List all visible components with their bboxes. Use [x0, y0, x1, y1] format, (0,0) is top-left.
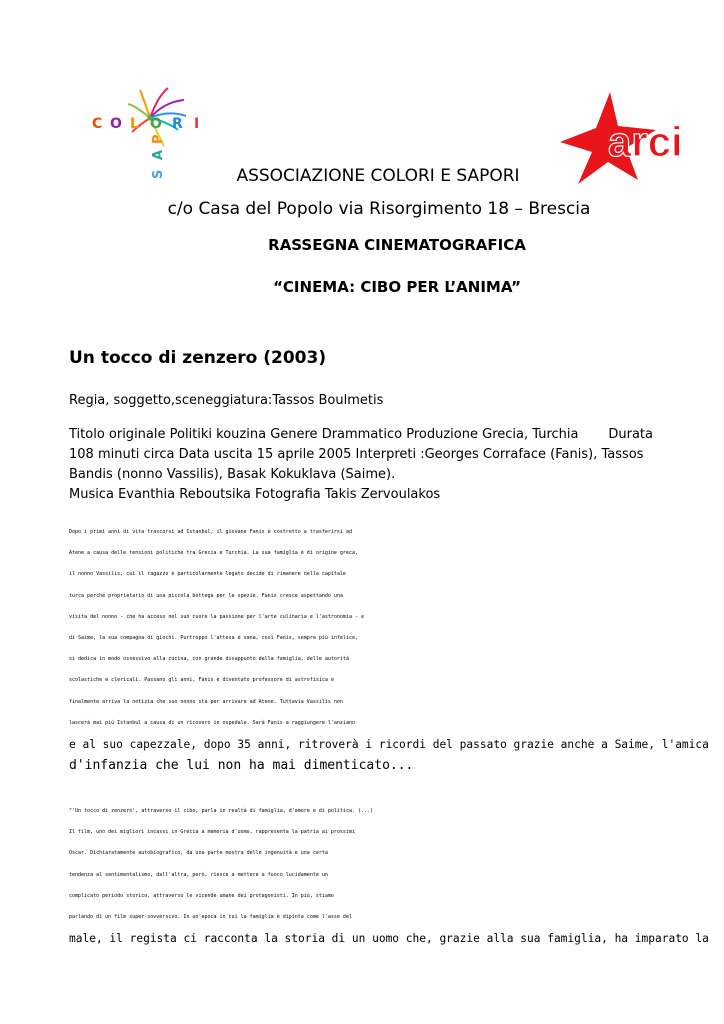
- film-info-line: [69, 425, 653, 445]
- synopsis-line: visita del nonno - che ha acceso nel suo cuore la passione per l'arte culinaria e l'astronomia - e: [69, 613, 365, 620]
- review-line: Oscar. Dichiaratamente autobiografico, da una parte mostra delle ingenuità e una certa: [69, 850, 328, 857]
- association-address: c/o Casa del Popolo via Risorgimento 18 – Brescia: [167, 199, 591, 219]
- film-info-line: Musica Evanthia Reboutsika Fotografia Takis Zervoulakos: [69, 487, 441, 502]
- arci-wordmark: arci: [608, 118, 683, 165]
- logo-letter: O: [150, 116, 162, 132]
- logo-letter: A: [151, 149, 166, 160]
- logo-letter: S: [151, 169, 166, 179]
- rassegna-theme: “CINEMA: CIBO PER L’ANIMA”: [273, 278, 521, 296]
- logo-letter: P: [151, 134, 166, 144]
- review-paragraph: [69, 801, 709, 949]
- logo-letter: R: [172, 116, 183, 132]
- synopsis-paragraph: [69, 522, 709, 776]
- synopsis-line: turca perché proprietario di una piccola bottega per le spezie. Fanis cresce aspettando una: [69, 592, 343, 599]
- synopsis-line: lascerà mai più Istanbul a causa di un ricovero in ospedale. Sarà Fanis a raggiungere l'anziano: [69, 719, 355, 726]
- synopsis-line: Dopo i primi anni di vita trascorsi ad Istanbul, il giovane Fanis è costretto a trasferirsi ad: [69, 529, 352, 535]
- film-info-duration-label: Durata: [608, 427, 653, 442]
- review-line: "'Un tocco di zenzero', attraverso il cibo, parla in realtà di famiglia, d'amore e di politica. (...): [69, 808, 374, 814]
- review-line: Il film, uno dei migliori incassi in Grecia a memoria d'uomo, rappresenta la patria ai prossimi: [69, 829, 355, 836]
- film-info-line: 108 minuti circa Data uscita 15 aprile 2005 Interpreti :Georges Corraface (Fanis), Tassos: [69, 447, 644, 462]
- film-info: [69, 425, 653, 505]
- synopsis-line: si dedica in modo ossessivo alla cucina, con grande disappunto della famiglia, delle autorità: [69, 656, 349, 663]
- synopsis-line: d'infanzia che lui non ha mai dimenticato...: [69, 758, 414, 774]
- film-credits: Regia, soggetto,sceneggiatura:Tassos Boulmetis: [69, 393, 384, 408]
- film-info-line: Bandis (nonno Vassilis), Basak Kokuklava (Saime).: [69, 467, 396, 482]
- film-title: Un tocco di zenzero (2003): [69, 348, 327, 368]
- logo-letter: I: [194, 116, 200, 132]
- synopsis-line: Atene a causa delle tensioni politiche tra Grecia e Turchia. La sua famiglia è di origine greca,: [69, 550, 358, 557]
- review-line: male, il regista ci racconta la storia di un uomo che, grazie alla sua famiglia, ha imparato la: [69, 932, 709, 946]
- film-info-original-title: Titolo originale Politiki kouzina Genere Drammatico Produzione Grecia, Turchia: [69, 427, 579, 442]
- synopsis-line: di Saime, la sua compagna di giochi. Purtroppo l'attesa è vana, così Fanis, sempre più infelice,: [69, 635, 358, 642]
- review-line: tendenza al sentimentalismo, dall'altra, però, riesce a mettere a fuoco lucidamente un: [69, 871, 328, 878]
- logo-letter: C: [92, 116, 103, 132]
- synopsis-line: finalmente arriva la notizia che suo nonno sta per arrivare ad Atene. Tuttavia Vassilis non: [69, 698, 343, 705]
- synopsis-line: scolastiche e clericali. Passano gli anni, Fanis è diventato professore di astrofisica e: [69, 677, 334, 684]
- logo-letter: O: [110, 116, 122, 132]
- synopsis-line: e al suo capezzale, dopo 35 anni, ritroverà i ricordi del passato grazie anche a Saime, l'amica: [69, 738, 709, 752]
- logo-letter: L: [130, 116, 139, 132]
- association-name: ASSOCIAZIONE COLORI E SAPORI: [236, 166, 520, 186]
- rassegna-title: RASSEGNA CINEMATOGRAFICA: [268, 236, 526, 254]
- synopsis-line: il nonno Vassilis, cui il ragazzo è particolarmente legato decide di rimanere nella capitale: [69, 571, 346, 578]
- review-line: complicato periodo storico, attraverso le vicende umane dei protagonisti. In più, stiamo: [69, 892, 334, 899]
- review-line: parlando di un film super-sovversivo. In un'epoca in cui la famiglia è dipinta come l'asse del: [69, 914, 352, 921]
